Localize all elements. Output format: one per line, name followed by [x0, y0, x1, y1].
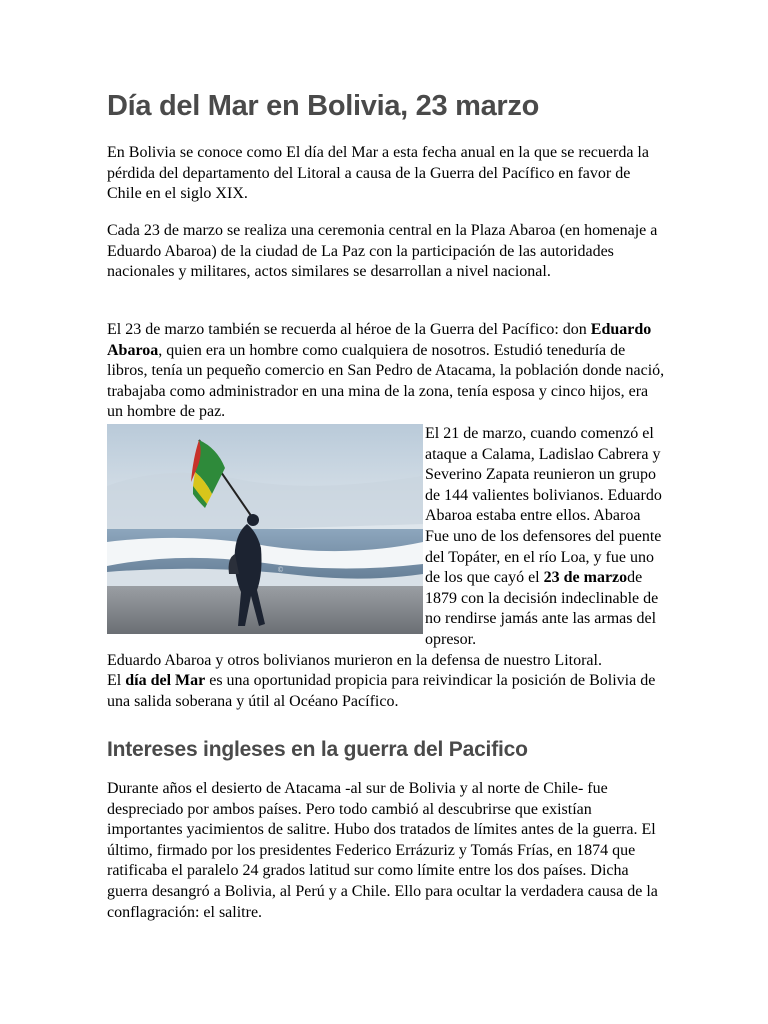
paragraph-dia-del-mar — [107, 671, 667, 712]
paragraph-litoral: Eduardo Abaroa y otros bolivianos murieron en la defensa de nuestro Litoral. — [107, 651, 602, 669]
paragraph-hero-text-a: El 23 de marzo también se recuerda al héroe de la Guerra del Pacífico: don — [107, 321, 591, 338]
flag-photo — [107, 424, 423, 634]
page-title: Día del Mar en Bolivia, 23 marzo — [107, 90, 539, 122]
paragraph-hero-bold: Eduardo Abaroa — [107, 321, 652, 359]
svg-text:©: © — [277, 566, 284, 574]
paragraph-hero — [107, 320, 667, 423]
paragraph-ceremony: Cada 23 de marzo se realiza una ceremonia central en la Plaza Abaroa (en homenaje a Eduardo Abaroa) de la ciudad de La Paz con la participación de las autoridades nacionales y militares, actos similares se desarrollan a nivel nacional. — [107, 222, 658, 281]
paragraph-battle-bold: 23 de marzo — [543, 569, 628, 587]
paragraph-hero-text-b: , quien era un hombre como cualquiera de nosotros. Estudió teneduría de libros, tenía un pequeño comercio en San Pedro de Atacama, la población donde nació, trabajaba como administrador en una mina de la zona, tenía esposa y cinco hijos, era un hombre de paz. — [107, 341, 665, 421]
paragraph-dia-del-mar-b: es una oportunidad propicia para reivindicar la posición de Bolivia de una salida soberana y útil al Océano Pacífico. — [107, 672, 656, 710]
paragraph-dia-del-mar-a: El — [107, 672, 126, 690]
section-heading: Intereses ingleses en la guerra del Pacifico — [107, 738, 528, 761]
paragraph-dia-del-mar-bold: día del Mar — [125, 672, 206, 690]
paragraph-atacama: Durante años el desierto de Atacama -al sur de Bolivia y al norte de Chile- fue despreciado por ambos países. Pero todo cambió al descubrirse que existían importantes yacimientos de salitre. Hubo dos tratados de límites antes de la guerra. El último, firmado por los presidentes Federico Errázuriz y Tomás Frías, en 1874 que ratificaba el paralelo 24 grados latitud sur como límite entre los dos países. Dicha guerra desangró a Bolivia, al Perú y a Chile. Ello para ocultar la verdadera causa de la conflagración: el salitre. — [107, 780, 658, 921]
paragraph-intro: En Bolivia se conoce como El día del Mar a esta fecha anual en la que se recuerda la pérdida del departamento del Litoral a causa de la Guerra del Pacífico en favor de Chile en el siglo XIX. — [107, 144, 649, 203]
paragraph-battle-text-a: El 21 de marzo, cuando comenzó el ataque a Calama, Ladislao Cabrera y Severino Zapata reunieron un grupo de 144 valientes bolivianos. Eduardo Abaroa estaba entre ellos. Abaroa Fue uno de los defensores del puente del Topáter, en el río Loa, y fue uno de los que cayó el — [425, 425, 662, 587]
paragraph-battle — [107, 424, 667, 712]
paragraph-battle-text-b: de 1879 con la decisión indeclinable de no rendirse jamás ante las armas del opresor. — [425, 569, 659, 648]
